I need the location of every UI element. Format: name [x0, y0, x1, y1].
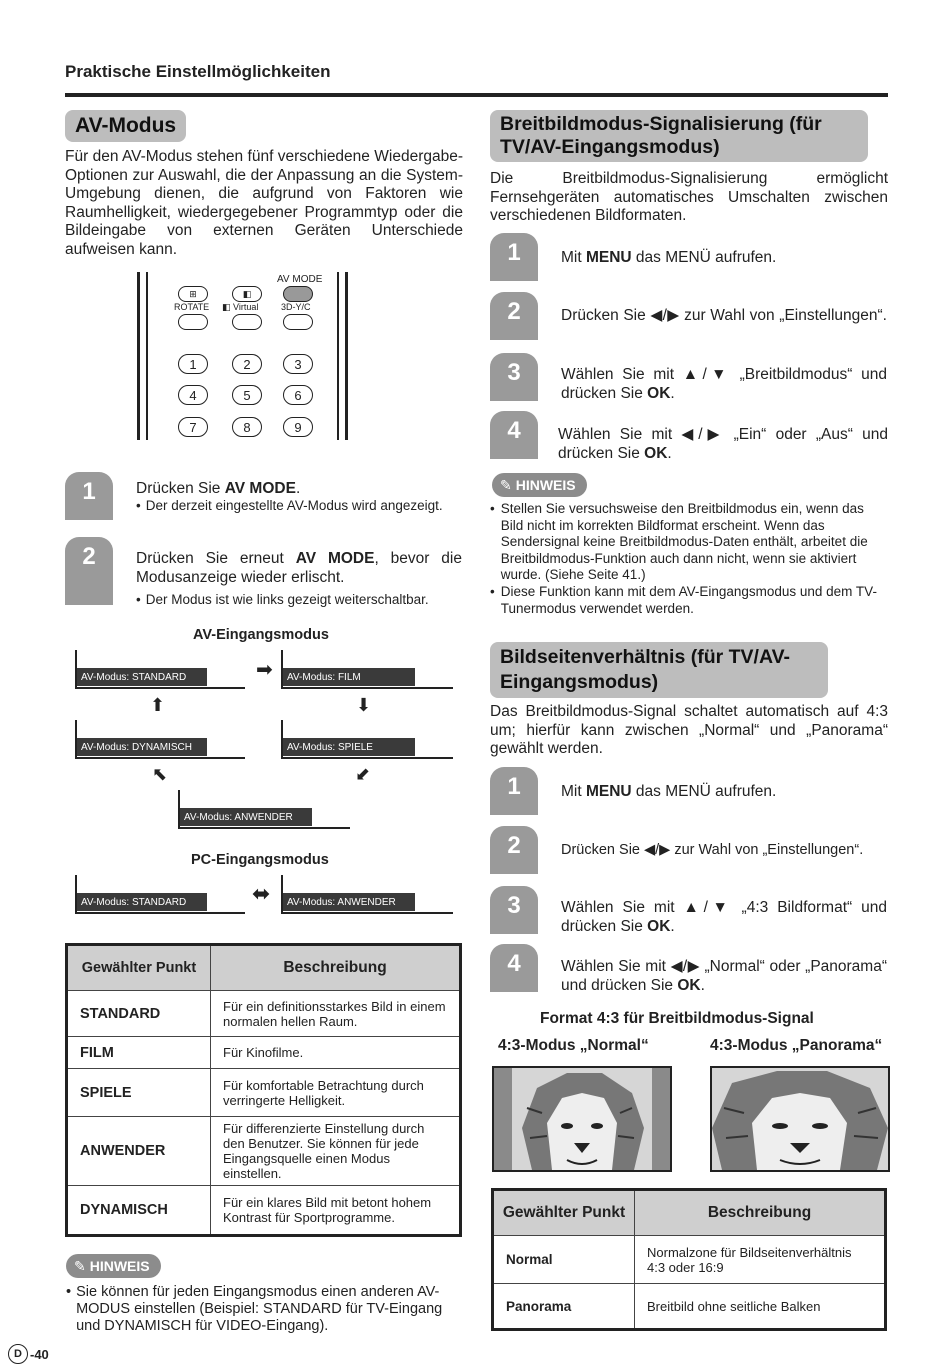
region-badge: D: [8, 1344, 28, 1364]
table-header-row: [67, 945, 461, 991]
table-row: [493, 1236, 886, 1284]
right1-step-2-number: 2: [490, 292, 538, 340]
breitbild-title: Breitbildmodus-Signalisierung (für TV/AV-Eingangsmodus): [490, 110, 868, 162]
key-8[interactable]: 8: [232, 417, 262, 437]
key-6[interactable]: 6: [283, 385, 313, 405]
osd-baseline: [281, 757, 453, 759]
table-cell-desc: Für ein definitionsstarkes Bild in einem normalen hellen Raum.: [211, 991, 461, 1037]
right1-step-2-text: [561, 307, 887, 326]
right1-step-1-text: [561, 249, 887, 268]
remote-edge-right: [345, 272, 348, 440]
table-header-item: Gewählter Punkt: [67, 945, 211, 991]
table-header-description: Beschreibung: [635, 1190, 886, 1236]
note-icon: ✎: [74, 1257, 86, 1274]
side-bar-left: [494, 1068, 512, 1170]
av-mode-table: [65, 943, 462, 1237]
bildseiten-title: Bildseitenverhältnis (für TV/AV-Eingangsmodus): [490, 642, 828, 698]
key-1[interactable]: 1: [178, 354, 208, 374]
table-row: [67, 1069, 461, 1117]
osd-film-label: AV-Modus: FILM: [283, 668, 415, 686]
right1-step-1-bold: MENU: [585, 249, 632, 266]
lion-panorama-image: [710, 1066, 890, 1172]
table-cell-desc: Normalzone für Bildseitenverhältnis 4:3 oder 16:9: [635, 1236, 886, 1284]
table-header-item: Gewählter Punkt: [493, 1190, 635, 1236]
right-hinweis-text-2: Diese Funktion kann mit dem AV-Eingangsmodus und dem TV-Tunermodus verwendet werden.: [500, 584, 877, 616]
table-cell-item: SPIELE: [67, 1069, 211, 1117]
right1-step-3-number: 3: [490, 353, 538, 401]
right2-step-3-bold: OK: [647, 917, 671, 935]
right1-step-1-number: 1: [490, 233, 538, 281]
right2-step-3-post: .: [670, 917, 675, 935]
left-step-2-bullet-text: Der Modus ist wie links gezeigt weiterschaltbar.: [145, 592, 429, 607]
right2-step-2-number: 2: [490, 826, 538, 874]
table-cell-desc: Für ein klares Bild mit betont hohem Kontrast für Sportprogramme.: [211, 1186, 461, 1236]
table-cell-item: DYNAMISCH: [67, 1186, 211, 1236]
key-3[interactable]: 3: [283, 354, 313, 374]
right2-step-3-text: [561, 899, 887, 936]
right2-step-3-number: 3: [490, 886, 538, 934]
virtual-button-2[interactable]: [232, 314, 262, 330]
table-cell-item: ANWENDER: [67, 1117, 211, 1186]
pc-osd-standard: [75, 875, 245, 915]
right-hinweis-item-1: [490, 501, 888, 584]
right1-step-4-number: 4: [490, 411, 538, 459]
av-input-title: AV-Eingangsmodus: [193, 627, 329, 643]
left-step-2-text: [136, 550, 462, 587]
format-panorama-label: 4:3-Modus „Panorama“: [710, 1037, 883, 1054]
lion-illustration: [512, 1068, 652, 1170]
right-hinweis-badge: [492, 473, 587, 497]
format-normal-label: 4:3-Modus „Normal“: [498, 1037, 649, 1054]
rotate-label: ROTATE: [174, 302, 210, 312]
right2-step-2-text: [561, 841, 891, 860]
table-row: [493, 1284, 886, 1330]
remote-control-illustration: [137, 272, 357, 442]
osd-baseline: [178, 827, 350, 829]
yc-label: 3D-Y/C: [281, 302, 311, 312]
virtual-label-wrap: [222, 302, 258, 313]
av-mode-label: AV MODE: [277, 274, 323, 285]
format-title: Format 4:3 für Breitbildmodus-Signal: [540, 1010, 814, 1027]
osd-dynamisch: [75, 720, 245, 760]
page-number: -40: [30, 1346, 49, 1362]
table-cell-item: FILM: [67, 1037, 211, 1069]
table-cell-desc: Breitbild ohne seitliche Balken: [635, 1284, 886, 1330]
right2-step-3-pre: Wählen Sie mit ▲/▼ „4:3 Bildformat“ und drücken Sie: [561, 899, 887, 935]
right-hinweis-text-1: Stellen Sie versuchsweise den Breitbildmodus ein, wenn das Bild nicht im korrekten Bildformat erscheint. Wenn das Sendersignal keine Breitbildmodus-Daten enthält, arbeitet die Breitbildmodus-Funktion auch dann nicht, wenn sie aktiviert wurde. (Siehe Seite 41.): [500, 501, 868, 582]
right1-step-2-pre: Drücken Sie ◀/▶ zur Wahl von „Einstellungen“.: [561, 307, 887, 324]
table-row: [67, 1117, 461, 1186]
key-2[interactable]: 2: [232, 354, 262, 374]
right2-step-4-pre: Wählen Sie mit ◀/▶ „Normal“ oder „Panorama“ und drücken Sie: [561, 958, 887, 994]
right1-step-4-text: [558, 426, 888, 463]
right1-step-4-bold: OK: [644, 444, 668, 462]
left-step-2-bold: AV MODE: [295, 550, 375, 567]
table-cell-item: STANDARD: [67, 991, 211, 1037]
right2-step-1-post: das MENÜ aufrufen.: [631, 783, 777, 800]
left-step-1-text: [136, 480, 462, 499]
arrow-up-icon: ⬆: [150, 695, 166, 715]
virtual-icon: ◧: [222, 302, 234, 312]
key-9[interactable]: 9: [283, 417, 313, 437]
virtual-button[interactable]: ◧: [232, 286, 262, 302]
table-row: [67, 1037, 461, 1069]
osd-film: [281, 650, 453, 690]
left-step-1-post: .: [295, 480, 301, 497]
right2-step-4-text: [561, 958, 887, 995]
av-mode-button[interactable]: [283, 286, 313, 302]
left-hinweis-text: Sie können für jeden Eingangsmodus einen anderen AV-MODUS einstellen (Beispiel: STANDARD für TV-Eingang und DYNAMISCH für VIDEO-Eingang).: [76, 1284, 443, 1334]
right1-step-4-pre: Wählen Sie mit ◀/▶ „Ein“ oder „Aus“ und drücken Sie: [558, 426, 888, 462]
table-cell-desc: Für differenzierte Einstellung durch den Benutzer. Sie können für jede Eingangsquelle einen Modus einstellen.: [211, 1117, 461, 1186]
right2-step-4-bold: OK: [677, 976, 701, 994]
note-icon: ✎: [500, 476, 512, 493]
osd-baseline: [281, 687, 453, 689]
table-row: [67, 991, 461, 1037]
avmodus-title: AV-Modus: [65, 110, 186, 142]
bullet-dot: •: [136, 592, 141, 607]
right2-step-1-number: 1: [490, 767, 538, 815]
key-7[interactable]: 7: [178, 417, 208, 437]
left-step-2-pre: Drücken Sie erneut: [136, 550, 296, 567]
table-cell-desc: Für komfortable Betrachtung durch verringerte Helligkeit.: [211, 1069, 461, 1117]
osd-standard: [75, 650, 245, 690]
arrow-up-left-icon: ⬉: [152, 764, 168, 784]
pc-osd-anwender-label: AV-Modus: ANWENDER: [283, 893, 415, 911]
left-hinweis-label: HINWEIS: [89, 1258, 150, 1274]
table-cell-item: Panorama: [493, 1284, 635, 1330]
right2-step-1-text: [561, 783, 887, 802]
remote-edge-left: [137, 272, 140, 440]
right2-step-4-number: 4: [490, 944, 538, 992]
osd-dynamisch-label: AV-Modus: DYNAMISCH: [77, 738, 207, 756]
arrow-down-left-icon: ⬋: [355, 764, 371, 784]
right1-step-3-bold: OK: [647, 384, 671, 402]
breitbild-intro: Die Breitbildmodus-Signalisierung ermöglicht Fernsehgeräten automatisches Umschalten zwischen verschiedenen Bildformaten.: [490, 170, 888, 224]
aspect-table: [491, 1188, 887, 1331]
left-step-1-bullet: [136, 498, 462, 515]
rotate-button-2[interactable]: [178, 314, 208, 330]
yc-button[interactable]: [283, 314, 313, 330]
osd-baseline: [75, 687, 245, 689]
osd-baseline: [75, 912, 245, 914]
lion-illustration: [712, 1068, 888, 1170]
header-rule: [65, 93, 888, 97]
right1-step-4-post: .: [667, 444, 672, 462]
table-cell-item: Normal: [493, 1236, 635, 1284]
right1-step-3-post: .: [670, 384, 675, 402]
bullet-dot: •: [66, 1284, 72, 1300]
left-step-1-bullet-text: Der derzeit eingestellte AV-Modus wird angezeigt.: [145, 498, 443, 513]
osd-anwender-label: AV-Modus: ANWENDER: [180, 808, 312, 826]
right1-step-1-pre: Mit: [561, 249, 586, 266]
key-5[interactable]: 5: [232, 385, 262, 405]
osd-spiele: [281, 720, 453, 760]
pc-osd-anwender: [281, 875, 453, 915]
pc-input-title: PC-Eingangsmodus: [191, 852, 329, 868]
key-4[interactable]: 4: [178, 385, 208, 405]
right-hinweis-label: HINWEIS: [515, 477, 576, 493]
left-hinweis-item: [66, 1284, 464, 1335]
page-footer: [8, 1344, 49, 1364]
right2-step-2-pre: Drücken Sie ◀/▶ zur Wahl von „Einstellungen“.: [561, 842, 864, 858]
bullet-dot: •: [490, 501, 495, 516]
left-step-1-pre: Drücken Sie: [136, 480, 225, 497]
osd-baseline: [75, 757, 245, 759]
lion-normal-image: [492, 1066, 672, 1172]
right-hinweis-item-2: [490, 584, 888, 617]
left-step-2-bullet: [136, 592, 466, 609]
left-step-1-number: 1: [65, 472, 113, 520]
left-step-2-post: , bevor die Modusanzeige wieder erlischt.: [136, 550, 462, 586]
osd-anwender: [178, 790, 350, 830]
left-hinweis-badge: [66, 1254, 161, 1278]
bullet-dot: •: [490, 584, 495, 599]
osd-standard-label: AV-Modus: STANDARD: [77, 668, 207, 686]
page-header-title: Praktische Einstellmöglichkeiten: [65, 62, 331, 81]
table-header-description: Beschreibung: [211, 945, 461, 991]
right2-step-1-pre: Mit: [561, 783, 586, 800]
right1-step-1-post: das MENÜ aufrufen.: [631, 249, 777, 266]
bullet-dot: •: [136, 498, 141, 513]
right1-step-3-pre: Wählen Sie mit ▲/▼ „Breitbildmodus“ und drücken Sie: [561, 366, 887, 402]
avmodus-intro: Für den AV-Modus stehen fünf verschiedene Wiedergabe-Optionen zur Auswahl, die der Anpassung an die System-Umgebung dienen, die aufgrund von Faktoren wie Raumhelligkeit, wiedergegebener Programmtyp oder die Bildeingabe von externen Geräten Unterschiede aufweisen kann.: [65, 148, 463, 258]
remote-edge-right-inner: [337, 272, 339, 440]
virtual-label: Virtual: [233, 302, 259, 312]
osd-spiele-label: AV-Modus: SPIELE: [283, 738, 415, 756]
table-cell-desc: Für Kinofilme.: [211, 1037, 461, 1069]
arrow-down-icon: ⬇: [356, 695, 372, 715]
right2-step-1-bold: MENU: [585, 783, 632, 800]
arrow-left-right-icon: ⬌: [252, 881, 271, 906]
table-header-row: [493, 1190, 886, 1236]
rotate-button[interactable]: ⊞: [178, 286, 208, 302]
right1-step-3-text: [561, 366, 887, 403]
side-bar-right: [652, 1068, 670, 1170]
remote-edge-left-inner: [146, 272, 148, 440]
osd-baseline: [281, 912, 453, 914]
bildseiten-intro: Das Breitbildmodus-Signal schaltet automatisch auf 4:3 um; hierfür kann zwischen „Normal“ und „Panorama“ gewählt werden.: [490, 703, 888, 757]
pc-osd-standard-label: AV-Modus: STANDARD: [77, 893, 207, 911]
right2-step-4-post: .: [700, 976, 705, 994]
left-step-1-bold: AV MODE: [224, 480, 296, 497]
left-step-2-number: 2: [65, 537, 113, 605]
table-row: [67, 1186, 461, 1236]
arrow-right-icon: ➡: [256, 659, 273, 681]
